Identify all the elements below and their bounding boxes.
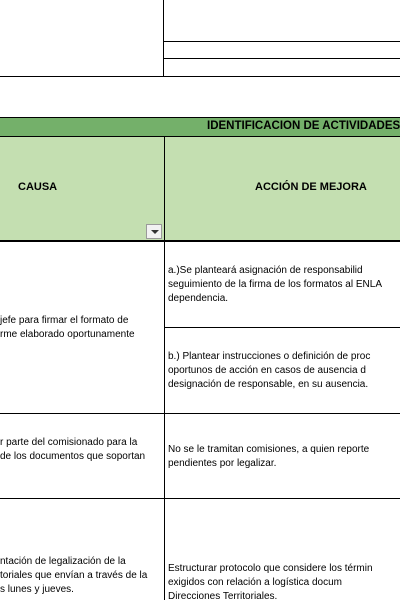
row-2-causa: r parte del comisionado para la de los documentos que soportan <box>0 437 146 462</box>
causa-header-label: CAUSA <box>18 181 58 193</box>
row-1-accion-b: b.) Plantear instrucciones o definición de proc oportunos de acción en casos de ausencia d designación de responsable, en su ausencia. <box>168 351 371 390</box>
top-row-line-2 <box>164 58 400 59</box>
header-top-border <box>0 136 400 137</box>
section-title-top-border <box>0 117 400 118</box>
accion-header-label: ACCIÓN DE MEJORA <box>255 181 367 193</box>
row-1-inner-divider <box>165 327 400 328</box>
row-1-bottom-border <box>0 413 400 414</box>
top-vertical-divider <box>163 0 164 77</box>
row-3-accion: Estructurar protocolo que considere los términ exigidos con relación a logística docum Direcciones Territoriales. <box>168 563 373 602</box>
row-3-causa: ntación de legalización de la toriales que envían a través de la s lunes y jueves. <box>0 556 148 595</box>
header-bottom-border <box>0 240 400 242</box>
row-2-accion: No se le tramitan comisiones, a quien reporte pendientes por legalizar. <box>168 444 370 469</box>
section-title-bar <box>0 118 400 136</box>
filter-dropdown-button[interactable] <box>146 224 162 239</box>
top-row-line-1 <box>164 41 400 42</box>
top-block-bottom-border <box>0 76 400 77</box>
row-1-causa: jefe para firmar el formato de rme elaborado oportunamente <box>0 315 135 340</box>
section-title: IDENTIFICACION DE ACTIVIDADES <box>207 120 400 132</box>
dropdown-arrow-icon <box>151 230 159 234</box>
row-2-bottom-border <box>0 498 400 499</box>
row-1-accion-a: a.)Se planteará asignación de responsabilid seguimiento de la firma de los formatos al ENLA dependencia. <box>168 265 382 304</box>
column-divider <box>164 137 165 600</box>
